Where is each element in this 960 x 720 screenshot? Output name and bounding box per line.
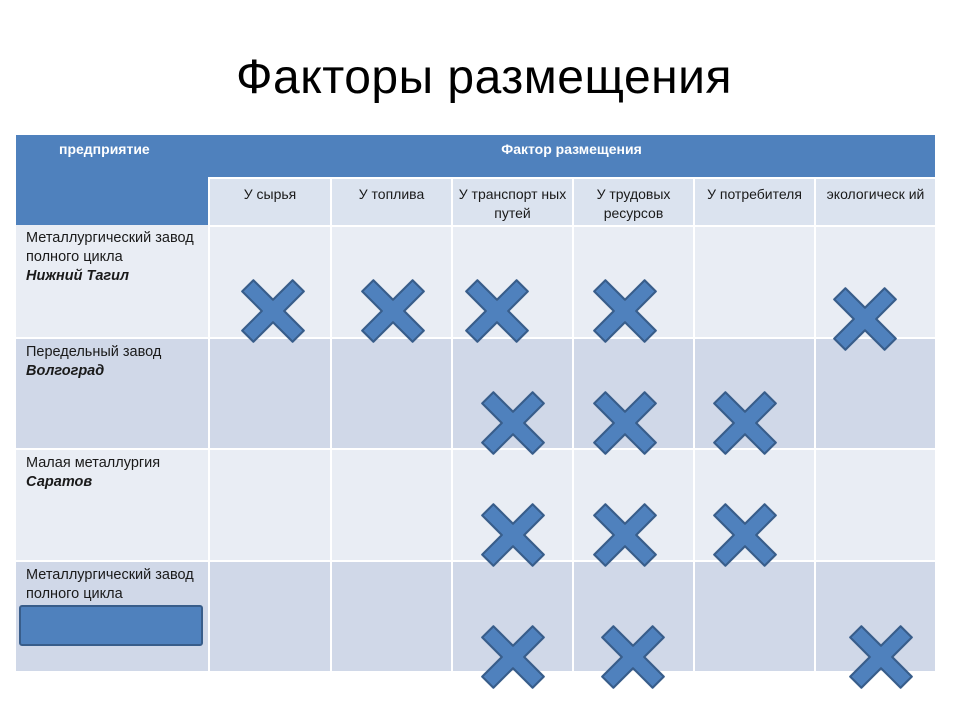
- factor-header: У потребителя: [693, 177, 814, 225]
- cross-mark-icon[interactable]: [238, 276, 308, 346]
- enterprise-name: Металлургический завод полного цикла: [26, 230, 194, 265]
- cross-mark-icon[interactable]: [590, 500, 660, 570]
- placement-table: [16, 135, 935, 671]
- cross-mark-icon[interactable]: [710, 388, 780, 458]
- header-factor: Фактор размещения: [208, 135, 935, 177]
- table-cell: [693, 560, 814, 671]
- factor-header: У трудовых ресурсов: [572, 177, 693, 225]
- table-cell: [330, 337, 451, 448]
- enterprise-city: Волгоград: [26, 363, 105, 379]
- header-enterprise: предприятие: [16, 135, 208, 225]
- table-cell: [208, 337, 330, 448]
- table-cell: [208, 560, 330, 671]
- factor-header: У транспорт ных путей: [451, 177, 572, 225]
- cross-mark-icon[interactable]: [358, 276, 428, 346]
- table-cell: [693, 225, 814, 337]
- table-row-label: [16, 337, 208, 448]
- cross-mark-icon[interactable]: [710, 500, 780, 570]
- enterprise-name: Малая металлургия: [26, 455, 161, 471]
- factor-header: У сырья: [208, 177, 330, 225]
- table-cell: [814, 448, 935, 560]
- page-title: Факторы размещения: [236, 51, 732, 104]
- cross-mark-icon[interactable]: [478, 622, 548, 692]
- enterprise-city: Нижний Тагил: [26, 268, 130, 284]
- table-cell: [208, 448, 330, 560]
- factor-header: У топлива: [330, 177, 451, 225]
- cross-mark-icon[interactable]: [462, 276, 532, 346]
- cross-mark-icon[interactable]: [478, 388, 548, 458]
- enterprise-city: Саратов: [26, 474, 93, 490]
- table-cell: [330, 448, 451, 560]
- cross-mark-icon[interactable]: [830, 284, 900, 354]
- factor-header: экологическ ий: [814, 177, 935, 225]
- table-row-label: [16, 448, 208, 560]
- cover-rectangle[interactable]: [19, 605, 203, 646]
- cross-mark-icon[interactable]: [478, 500, 548, 570]
- enterprise-name: Передельный завод: [26, 344, 162, 360]
- cross-mark-icon[interactable]: [590, 276, 660, 346]
- cross-mark-icon[interactable]: [590, 388, 660, 458]
- cross-mark-icon[interactable]: [598, 622, 668, 692]
- table-row-label: [16, 225, 208, 337]
- table-cell: [330, 560, 451, 671]
- enterprise-name: Металлургический завод полного цикла: [26, 567, 194, 602]
- cross-mark-icon[interactable]: [846, 622, 916, 692]
